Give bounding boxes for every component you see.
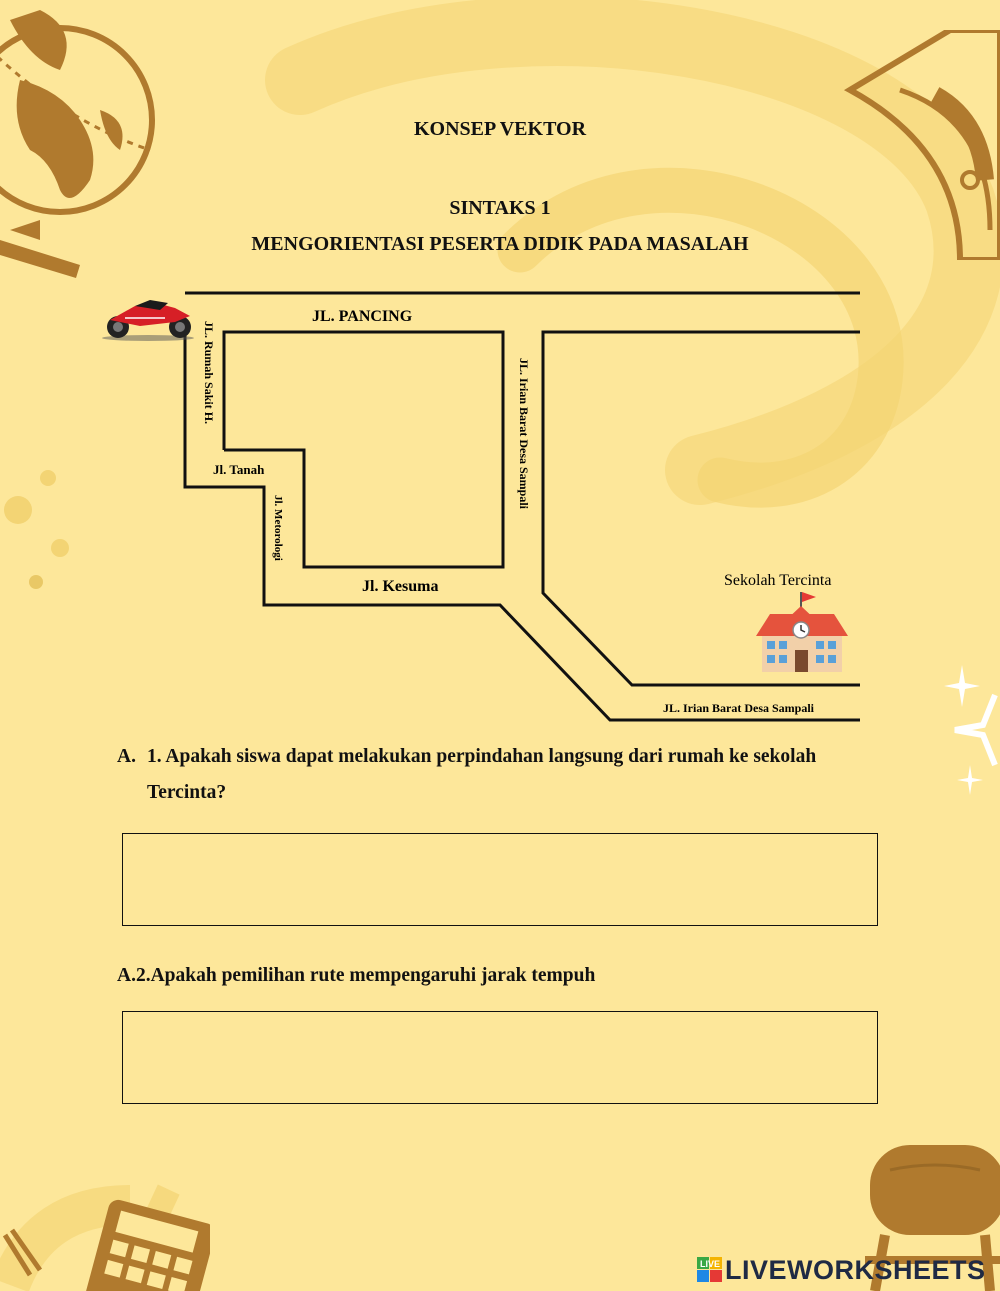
school-label: Sekolah Tercinta bbox=[724, 572, 832, 589]
liveworksheets-logo[interactable] bbox=[697, 1253, 986, 1287]
road-pancing-block bbox=[224, 332, 503, 567]
syntax-subtitle: MENGORIENTASI PESERTA DIDIK PADA MASALAH bbox=[251, 233, 749, 255]
street-label-kesuma: Jl. Kesuma bbox=[362, 578, 439, 595]
answer-1-input[interactable] bbox=[122, 833, 878, 926]
question-1-line-1: 1. Apakah siswa dapat melakukan perpindahan langsung dari rumah ke sekolah bbox=[147, 746, 817, 767]
worksheet-title: KONSEP VEKTOR bbox=[413, 118, 587, 140]
street-label-tanah: Jl. Tanah bbox=[213, 462, 265, 477]
live-grid-icon bbox=[697, 1257, 723, 1283]
question-1-prefix: A. bbox=[117, 746, 136, 767]
answer-2-input[interactable] bbox=[122, 1011, 878, 1104]
street-label-rumah-sakit: JL. Rumah Sakit H. bbox=[202, 321, 216, 425]
street-label-pancing: JL. PANCING bbox=[312, 308, 413, 325]
question-1-line-2: Tercinta? bbox=[147, 782, 227, 803]
syntax-heading: SINTAKS 1 bbox=[449, 197, 551, 219]
school-flag-icon bbox=[802, 592, 816, 602]
svg-text:LIVE: LIVE bbox=[700, 1259, 721, 1269]
street-label-irian-vertical: JL. Irian Barat Desa Sampali bbox=[517, 358, 531, 510]
motorcycle-icon bbox=[102, 300, 194, 341]
school-building-icon bbox=[756, 592, 848, 672]
street-label-metorologi: Jl. Metorologi bbox=[272, 495, 284, 561]
brand-name: LIVEWORKSHEETS bbox=[725, 1254, 986, 1285]
question-2: A.2.Apakah pemilihan rute mempengaruhi jarak tempuh bbox=[117, 965, 596, 986]
street-label-irian-bottom: JL. Irian Barat Desa Sampali bbox=[663, 701, 815, 715]
